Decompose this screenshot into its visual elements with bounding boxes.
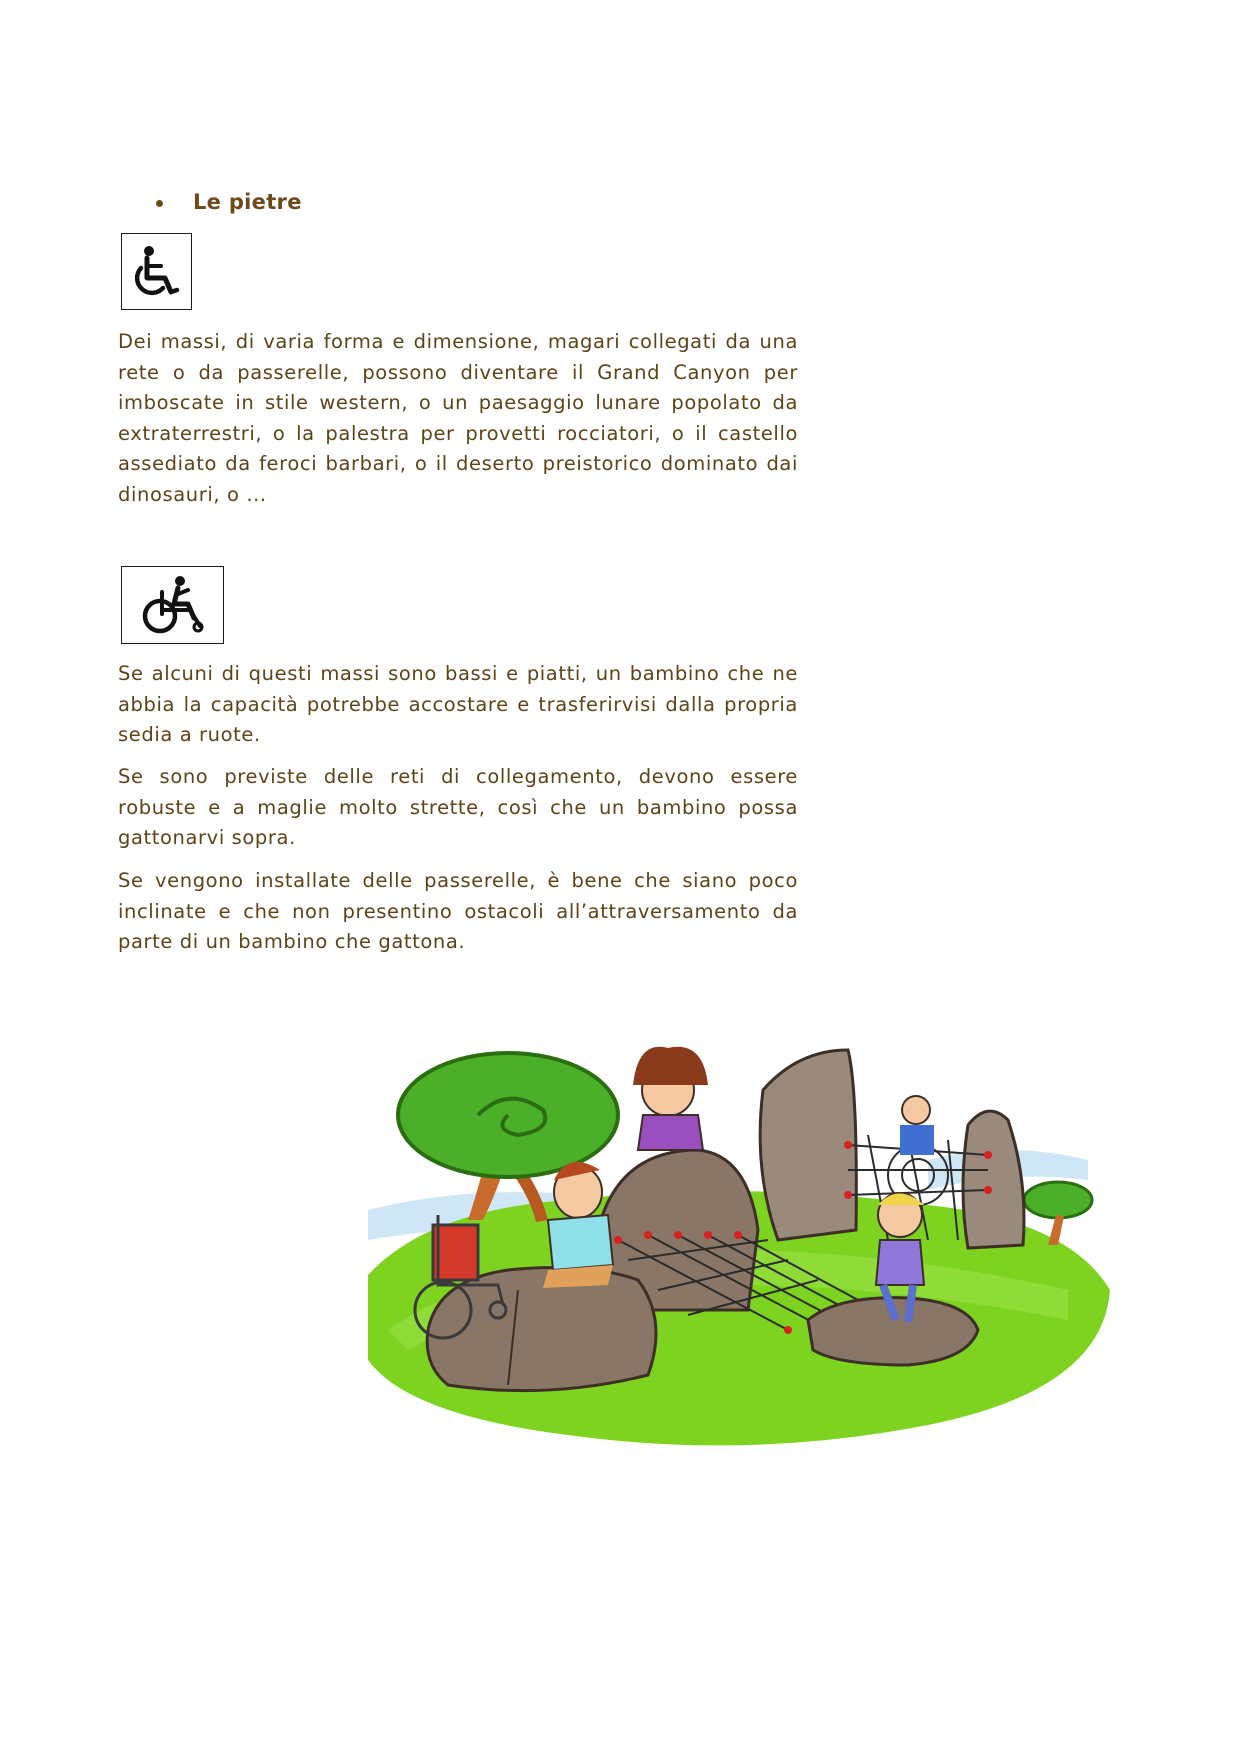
section-heading: Le pietre bbox=[193, 190, 302, 214]
wheelchair-icon-box bbox=[121, 233, 192, 310]
section-heading-row bbox=[156, 190, 302, 214]
wheelchair-icon bbox=[129, 242, 185, 302]
wheelchair-transfer-icon bbox=[134, 574, 212, 636]
paragraph-nets: Se sono previste delle reti di collegamento, devono essere robuste e a maglie molto strette, così che un bambino possa gattonarvi sopra. bbox=[118, 765, 798, 849]
bullet-icon bbox=[156, 200, 163, 207]
wheelchair-transfer-icon-box bbox=[121, 566, 224, 644]
paragraph-transfer: Se alcuni di questi massi sono bassi e piatti, un bambino che ne abbia la capacità potrebbe accostare e trasferirvisi dalla propria sedia a ruote. bbox=[118, 662, 798, 746]
playground-illustration bbox=[368, 1030, 1110, 1450]
paragraph-walkways: Se vengono installate delle passerelle, è bene che siano poco inclinate e che non presentino ostacoli all’attraversamento da parte di un bambino che gattona. bbox=[118, 869, 798, 953]
paragraph-intro: Dei massi, di varia forma e dimensione, magari collegati da una rete o da passerelle, possono diventare il Grand Canyon per imboscate in stile western, o un paesaggio lunare popolato da extraterrestri, o la palestra per provetti rocciatori, o il castello assediato da feroci barbari, o il deserto preistorico dominato dai dinosauri, o ... bbox=[118, 330, 798, 506]
